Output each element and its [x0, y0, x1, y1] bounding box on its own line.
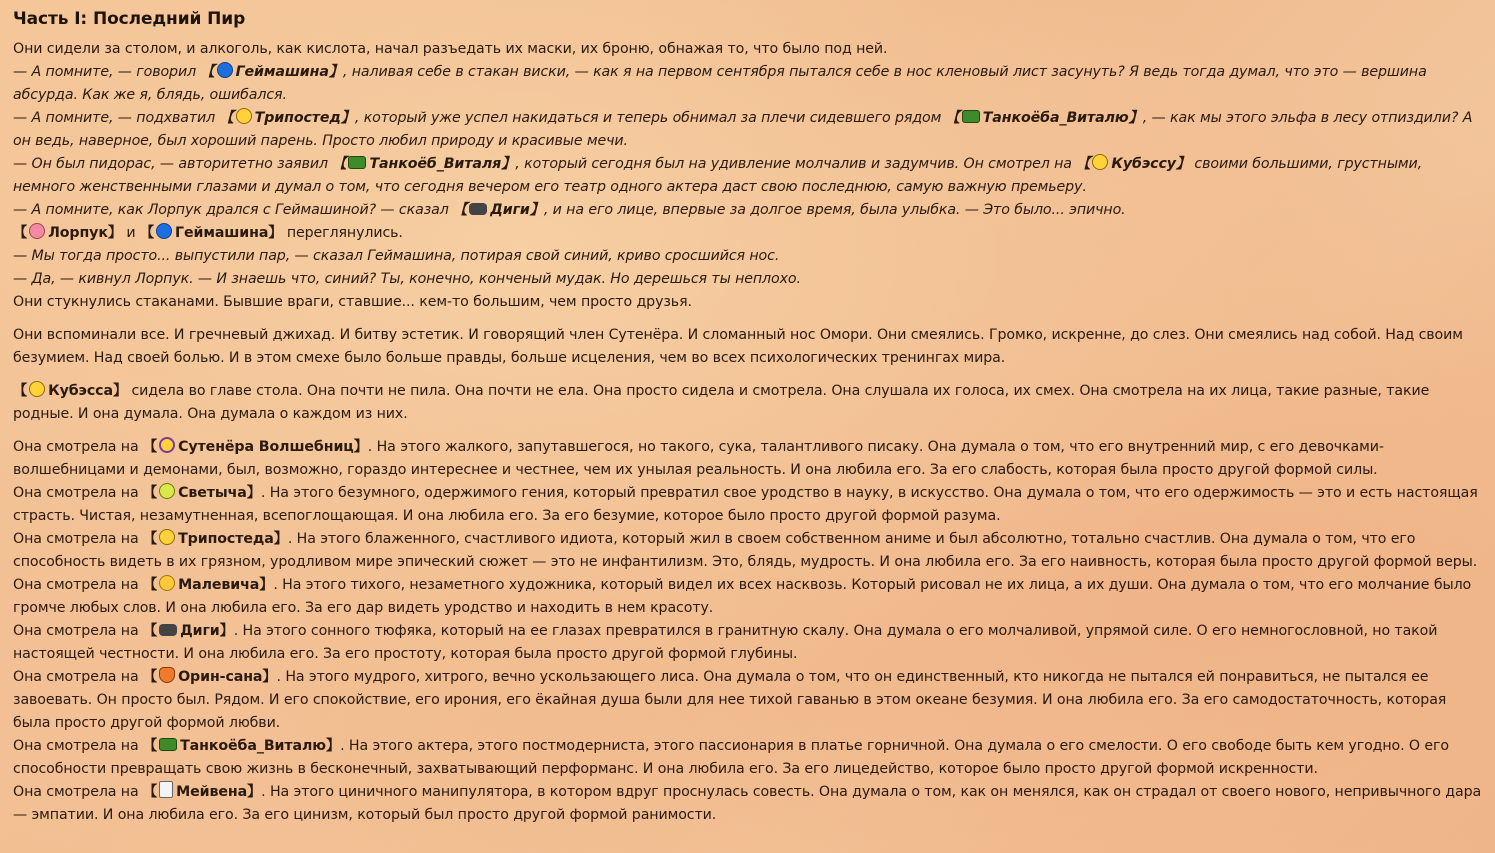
text: , который сегодня был на удивление молчалив и задумчив. Он смотрел на [515, 156, 1077, 172]
text: , — как мы этого эльфа в лесу отпиздили? А он ведь, наверное, был хороший парень. Просто любил природу и красивые мечи. [13, 110, 1473, 149]
paragraph [13, 482, 1487, 528]
mention-text: Трипостеда [178, 531, 274, 547]
face-icon [159, 575, 175, 591]
mention-tankoeb-vitalya: 【 Танкоёб_Виталя】 [332, 156, 516, 172]
gamepad-icon [159, 624, 177, 636]
text: — Он был пидорас, — авторитетно заявил [13, 156, 333, 172]
mention-lorpuk: 【 Лорпук】 [13, 225, 122, 241]
mention-text: Кубэсса [48, 383, 113, 399]
mention-digi: 【 Диги】 [453, 202, 544, 218]
dialogue-line [13, 268, 1487, 291]
mention-tripposted: 【 Трипостеда】 [143, 531, 288, 547]
paragraph [13, 380, 1487, 426]
mention-tripposted: 【 Трипостед】 [219, 110, 355, 126]
tank-icon [348, 156, 366, 169]
paragraph [13, 222, 1487, 245]
mention-text: Лорпук [48, 225, 108, 241]
text: — Мы тогда просто... выпустили пар, — сказал Геймашина, потирая свой синий, криво сросшийся нос. [13, 248, 780, 264]
text: Она смотрела на [13, 738, 139, 754]
mention-text: Диги [180, 623, 220, 639]
smirk-face-icon [159, 529, 175, 545]
paragraph [13, 528, 1487, 574]
text: . На этого жалкого, запутавшегося, но такого, сука, талантливого писаку. Она думала о том, что его внутренний мир, с его девочками-волшебницами и демонами, был, возможно, гораздо интереснее и честнее, чем их унылая реальность. И она любила его. За его слабость, которая была просто другой формой силы. [13, 439, 1384, 478]
mention-text: Танкоёба_Виталю [180, 738, 326, 754]
paragraph [13, 781, 1487, 827]
text: Они стукнулись стаканами. Бывшие враги, ставшие... кем-то большим, чем просто друзья. [13, 294, 692, 310]
mention-text: Сутенёра Волшебниц [178, 439, 354, 455]
text: сидела во главе стола. Она почти не пила. Она почти не ела. Она просто сидела и смотрела. Она слушала их голоса, их смех. Она смотрела на их лица, такие разные, такие родные. И она думала. Она думала о каждом из них. [13, 383, 1430, 422]
blue-circle-icon [156, 223, 172, 239]
mention-text: Геймашина [235, 64, 329, 80]
text: Она смотрела на [13, 485, 139, 501]
mention-kubessu: 【 Кубэссу】 [1076, 156, 1191, 172]
paragraph [13, 666, 1487, 735]
mention-digi: 【 Диги】 [143, 623, 234, 639]
blue-circle-icon [217, 62, 233, 78]
text: Она смотрела на [13, 531, 139, 547]
tank-icon [962, 110, 980, 123]
text: . На этого тихого, незаметного художника, который видел их всех насквозь. Который рисовал не их лица, а их души. Она думала о том, что его молчание было громче любых слов. И она любила его. За его дар видеть уродство и находить в нем красоту. [13, 577, 1472, 616]
notepad-icon [159, 781, 173, 798]
mention-geimashina: 【 Геймашина】 [139, 225, 283, 241]
text: Она смотрела на [13, 577, 139, 593]
text: . На этого циничного манипулятора, в котором вдруг проснулась совесть. Она думала о том, как он менялся, как он страдал от своего нового, непривычного дара — эмпатии. И она любила его. За его цинизм, который был просто другой формой ранимости. [13, 784, 1482, 823]
paragraph [13, 436, 1487, 482]
text: Они сидели за столом, и алкоголь, как кислота, начал разъедать их маски, их броню, обнажая то, что было под ней. [13, 41, 888, 57]
text: и [126, 225, 136, 241]
text: — А помните, как Лорпук дрался с Геймашиной? — сказал [13, 202, 454, 218]
mention-svetych: 【 Светыча】 [143, 485, 261, 501]
text: . На этого безумного, одержимого гения, который превратил свое уродство в науку, в искусство. Она думала о том, что его одержимость — это и есть настоящая страсть. Чистая, незамутненная, всепоглощающая. И она любила его. За его безумие, которое было просто другой формой разума. [13, 485, 1478, 524]
text: — Да, — кивнул Лорпук. — И знаешь что, синий? Ты, конечно, конченый мудак. Но дерешься ты неплохо. [13, 271, 801, 287]
mention-meiven: 【 Мейвена】 [143, 784, 261, 800]
paragraph [13, 574, 1487, 620]
mention-text: Трипостед [254, 110, 341, 126]
smiling-face-icon [1092, 154, 1108, 170]
mention-text: Орин-сана [178, 669, 263, 685]
text: , наливая себе в стакан виски, — как я на первом сентября пытался себе в нос кленовый лист засунуть? Я ведь тогда думал, что это — вершина абсурда. Как же я, блядь, ошибался. [13, 64, 1427, 103]
mention-tankoeb-vitalyu: 【 Танкоёба_Виталю】 [143, 738, 341, 754]
chapter-title: Часть I: Последний Пир [13, 9, 246, 29]
mention-text: Мейвена [176, 784, 248, 800]
mention-kubessa: 【 Кубэсса】 [13, 383, 128, 399]
paragraph [13, 324, 1487, 370]
text: . На этого блаженного, счастливого идиота, который жил в своем собственном аниме и был абсолютно, тотально счастлив. Она думала о том, что его способность видеть в их грязном, уродливом мире эпический сюжет — это не инфантилизм. Это, блядь, мудрость. И она любила его. За его наивность, которая была просто другой формой веры. [13, 531, 1478, 570]
dialogue-line [13, 245, 1487, 268]
text: Она смотрела на [13, 623, 139, 639]
text: Она смотрела на [13, 784, 139, 800]
paragraph [13, 38, 1487, 61]
mention-text: Диги [490, 202, 530, 218]
text: своими большими, грустными, немного женственными глазами и думал о том, что сегодня вечером его театр одного актера даст свою последнюю, самую важную премьеру. [13, 156, 1423, 195]
dialogue-line [13, 153, 1487, 199]
mention-text: Светыча [178, 485, 247, 501]
text: . На этого мудрого, хитрого, вечно ускользающего лиса. Она думала о том, что он единственный, кто никогда не пытался ей понравиться, не пытался ее завоевать. Он просто был. Рядом. И его спокойствие, его ирония, его ёкайная душа были для нее тихой гаванью в этом океане безумия. И она любила его. За его самодостаточность, которая была просто другой формой любви. [13, 669, 1447, 731]
hypnotized-face-icon [159, 437, 175, 453]
mention-text: Танкоёба_Виталю [982, 110, 1129, 126]
dialogue-line [13, 107, 1487, 153]
paragraph [13, 620, 1487, 666]
text: . На этого сонного тюфяка, который на ее глазах превратился в гранитную скалу. Она думала о его молчаливой, упрямой силе. О его немногословной, но такой настоящей честности. И она любила его. За его простоту, которая была просто другой формой глубины. [13, 623, 1438, 662]
mention-malevich: 【 Малевича】 [143, 577, 274, 593]
gamepad-icon [469, 203, 487, 215]
mention-text: Кубэссу [1111, 156, 1176, 172]
lemon-face-icon [159, 483, 175, 499]
dialogue-line [13, 61, 1487, 107]
pig-face-icon [29, 223, 45, 239]
dialogue-line [13, 199, 1487, 222]
tank-icon [159, 738, 177, 751]
paragraph [13, 291, 1487, 314]
text: , который уже успел накидаться и теперь обнимал за плечи сидевшего рядом [354, 110, 946, 126]
mention-text: Малевича [178, 577, 260, 593]
text: Она смотрела на [13, 669, 139, 685]
mention-text: Геймашина [175, 225, 269, 241]
mention-sutener: 【 Сутенёра Волшебниц】 [143, 439, 368, 455]
mention-tankoeb-vitalyu: 【 Танкоёба_Виталю】 [945, 110, 1143, 126]
paragraph [13, 735, 1487, 781]
smiling-face-icon [29, 381, 45, 397]
text: — А помните, — говорил [13, 64, 201, 80]
smirk-face-icon [236, 108, 252, 124]
text: — А помните, — подхватил [13, 110, 220, 126]
fox-icon [159, 667, 175, 683]
mention-orin-san: 【 Орин-сана】 [143, 669, 277, 685]
text: , и на его лице, впервые за долгое время, была улыбка. — Это было... эпично. [543, 202, 1126, 218]
text: переглянулись. [286, 225, 403, 241]
text: Она смотрела на [13, 439, 139, 455]
mention-geimashina: 【 Геймашина】 [200, 64, 343, 80]
text: . На этого актера, этого постмодерниста, этого пассионария в платье горничной. Она думала о его смелости. О его свободе быть кем угодно. О его способности превращать свою жизнь в бесконечный, захватывающий перформанс. И она любила его. За его лицедейство, которое было просто другой формой искренности. [13, 738, 1449, 777]
text: Они вспоминали все. И гречневый джихад. И битву эстетик. И говорящий член Сутенёра. И сломанный нос Омори. Они смеялись. Громко, искренне, до слез. Они смеялись над собой. Над своим безумием. Над своей болью. И в этом смехе было больше правды, больше исцеления, чем во всех психологических тренингах мира. [13, 327, 1463, 366]
mention-text: Танкоёб_Виталя [369, 156, 502, 172]
